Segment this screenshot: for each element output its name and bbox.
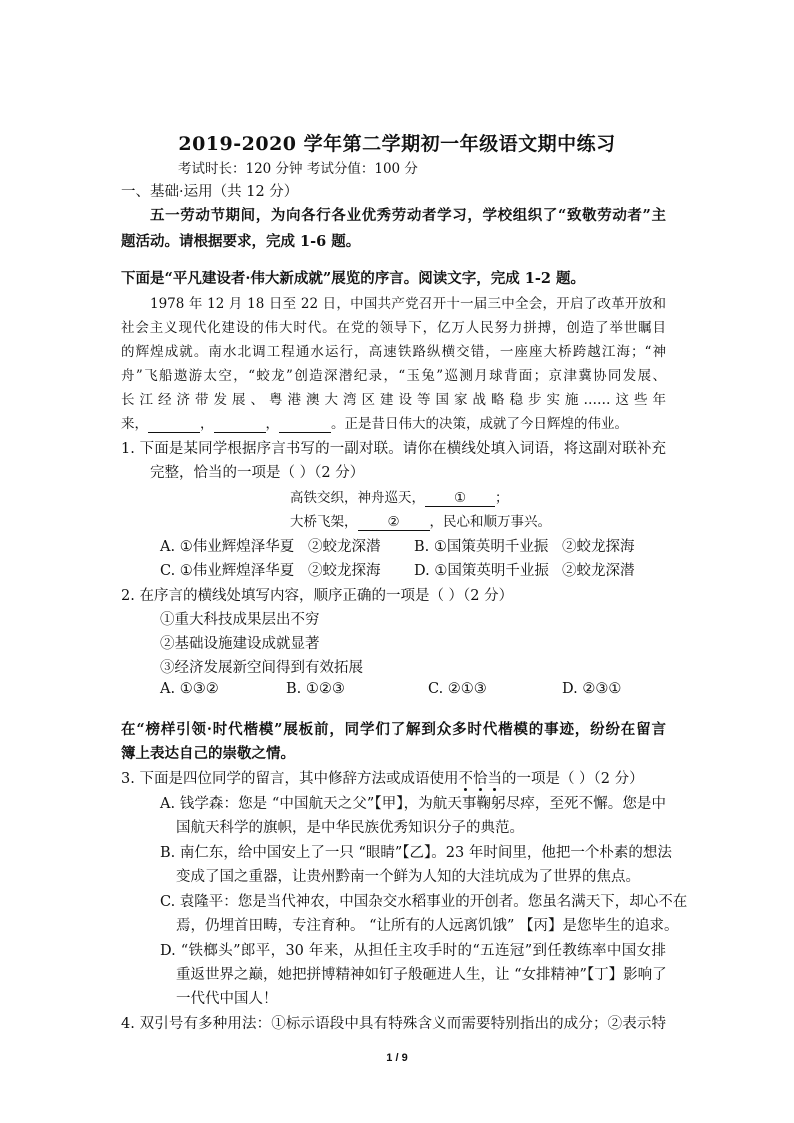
q3-stem (121, 767, 644, 788)
q1-stem-line-1 (121, 437, 666, 458)
q1-option-b2: ②蛟龙探海 (562, 539, 635, 555)
q1-option-c2: ②蛟龙探海 (308, 563, 381, 579)
passage-line-6: 来， ， ， 。正是昔日伟大的决策，成就了今日辉煌的伟业。 (121, 416, 628, 432)
q2-option-c: C. ②①③ (428, 681, 487, 697)
q1-option-a2: ②蛟龙深潜 (308, 539, 381, 555)
couplet-line-2 (290, 510, 551, 531)
q3-emphasis-char-1: 不 (458, 771, 473, 787)
couplet-2-prefix: 大桥飞架， (290, 514, 358, 530)
q3-option-b-line-2: 变成了国之重器，让贵州黔南一个鲜为人知的大洼坑成为了世界的焦点。 (176, 869, 640, 885)
couplet-1-blank[interactable]: ① (425, 490, 495, 507)
q2-item-3: ③经济发展新空间得到有效拓展 (160, 660, 363, 676)
q2-option-d: D. ②③① (562, 681, 622, 697)
q3-option-d-line-3: 一代代中国人！ (176, 991, 278, 1007)
q3-option-b-line-1: B. 南仁东，给中国安上了一只 “眼睛”【乙】。23 年时间里，他把一个朴素的想法 (160, 845, 672, 861)
q3-option-a-line-1: A. 钱学森：您是 “中国航天之父”【甲】，为航天事鞠躬尽瘁，至死不懈。您是中 (160, 796, 666, 812)
blank-line-1[interactable] (148, 416, 200, 433)
q3-stem-post: 的一项是（ ）（2 分） (501, 771, 644, 787)
q2-item-1: ①重大科技成果层出不穷 (160, 612, 320, 628)
passage-line-2: 社会主义现代化建设的伟大时代。在党的领导下，亿万人民努力拼搏，创造了举世瞩目 (121, 320, 666, 336)
q1-option-d1: D. ①国策英明千业振 (414, 563, 549, 579)
q1-option-d2: ②蛟龙深潜 (562, 563, 635, 579)
passage-line-6-prefix: 来， (121, 416, 148, 432)
q3-option-d-line-2: 重返世界之巅，她把拼博精神如钉子般砸进人生，让 “女排精神”【丁】影响了 (176, 967, 667, 983)
section-intro-line-2: 题活动。请根据要求，完成 1-6 题。 (121, 233, 361, 250)
part1-heading: 下面是“平凡建设者·伟大新成就”展览的序言。阅读文字，完成 1-2 题。 (121, 270, 586, 287)
exam-title: 2019-2020 学年第二学期初一年级语文期中练习 (178, 133, 616, 155)
couplet-2-blank[interactable]: ② (358, 514, 430, 531)
part2-heading-line-1: 在“榜样引领·时代楷模”展板前，同学们了解到众多时代楷模的事迹，纷纷在留言 (121, 721, 666, 738)
q3-emphasis-char-3: 当 (487, 771, 502, 787)
section-heading: 一、基础·运用（共 12 分） (121, 184, 299, 200)
blank-line-3[interactable] (279, 416, 331, 433)
passage-line-3: 的辉煌成就。南水北调工程通水运行，高速铁路纵横交错，一座座大桥跨越江海；“神 (121, 344, 666, 360)
q3-option-d-line-1: D. “铁榔头”郎平，30 年来，从担任主攻手时的“五连冠”到任教练率中国女排 (160, 943, 666, 959)
passage-line-5: 长江经济带发展、粤港澳大湾区建设等国家战略稳步实施……这些年 (121, 392, 666, 408)
q2-stem: 2. 在序言的横线处填写内容，顺序正确的一项是（ ）（2 分） (121, 588, 514, 604)
q3-option-c-line-1: C. 袁隆平：您是当代神农，中国杂交水稻事业的开创者。您虽名满天下，却心不在 (160, 894, 688, 910)
passage-line-1: 1978 年 12 月 18 日至 22 日，中国共产党召开十一届三中全会，开启了改革开放和 (150, 296, 666, 312)
q3-option-a-line-2: 国航天科学的旗帜，是中华民族优秀知识分子的典范。 (176, 820, 524, 836)
passage-line-4: 舟”飞船遨游太空，“蛟龙”创造深潜纪录，“玉兔”巡测月球背面；京津冀协同发展、 (121, 368, 666, 384)
q1-option-b1: B. ①国策英明千业振 (414, 539, 549, 555)
q1-stem-line-2: 完整，恰当的一项是（ ）（2 分） (150, 465, 365, 481)
q4-stem: 4. 双引号有多种用法：①标示语段中具有特殊含义而需要特别指出的成分；②表示特 (121, 1016, 666, 1032)
q2-option-a: A. ①③② (160, 681, 219, 697)
q1-option-c1: C. ①伟业辉煌泽华夏 (160, 563, 295, 579)
couplet-1-prefix: 高铁交织，神舟巡天， (290, 490, 425, 506)
couplet-line-1 (290, 486, 509, 507)
couplet-2-suffix: ，民心和顺万事兴。 (429, 514, 551, 530)
passage-line-6-suffix: 。正是昔日伟大的决策，成就了今日辉煌的伟业。 (331, 416, 628, 432)
q2-option-b: B. ①②③ (286, 681, 345, 697)
blank-line-2[interactable] (214, 416, 266, 433)
part2-heading-line-2: 簿上表达自己的崇敬之情。 (121, 745, 295, 762)
page-number: 1 / 9 (386, 1052, 408, 1064)
section-intro-line-1: 五一劳动节期间，为向各行各业优秀劳动者学习，学校组织了“致敬劳动者”主 (150, 207, 666, 224)
q3-emphasis-char-2: 恰 (472, 771, 488, 787)
q3-stem-pre: 3. 下面是四位同学的留言，其中修辞方法或成语使用 (121, 771, 459, 787)
q1-stem-line-1-text: 1. 下面是某同学根据序言书写的一副对联。请你在横线处填入词语，将这副对联补充 (121, 441, 666, 457)
q3-option-c-line-2: 焉，仍埋首田畴，专注育种。 “让所有的人远离饥饿” 【丙】是您毕生的追求。 (176, 918, 679, 934)
couplet-1-suffix: ； (495, 490, 509, 506)
q2-item-2: ②基础设施建设成就显著 (160, 636, 320, 652)
exam-meta: 考试时长：120 分钟 考试分值：100 分 (178, 161, 418, 177)
q1-option-a1: A. ①伟业辉煌泽华夏 (160, 539, 295, 555)
